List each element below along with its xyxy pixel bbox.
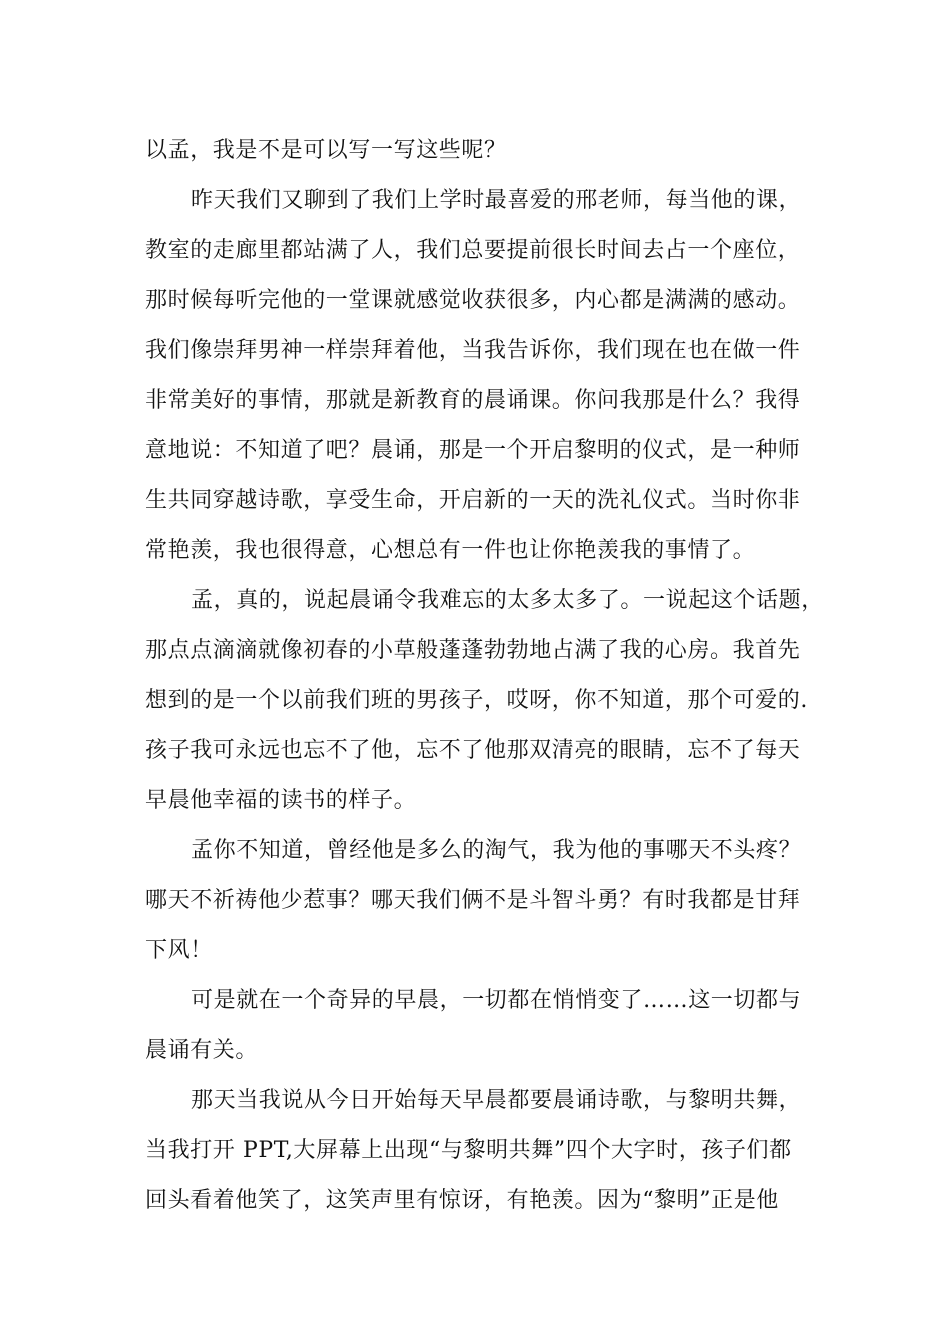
text-line: 那时候每听完他的一堂课就感觉收获很多，内心都是满满的感动。 <box>145 288 801 313</box>
paragraph-first-line: 孟，真的，说起晨诵令我难忘的太多太多了。一说起这个话题， <box>191 588 824 613</box>
text-line: 教室的走廊里都站满了人，我们总要提前很长时间去占一个座位， <box>145 238 801 263</box>
text-line: 意地说：不知道了吧？晨诵，那是一个开启黎明的仪式，是一种师 <box>145 438 801 463</box>
text-line: 孩子我可永远也忘不了他，忘不了他那双清亮的眼睛，忘不了每天 <box>145 738 801 763</box>
paragraph-first-line: 昨天我们又聊到了我们上学时最喜爱的邢老师，每当他的课， <box>191 188 802 213</box>
text-line: 哪天不祈祷他少惹事？哪天我们俩不是斗智斗勇？有时我都是甘拜 <box>145 888 801 913</box>
text-line: 回头看着他笑了，这笑声里有惊讶，有艳羡。因为“黎明”正是他 <box>145 1188 779 1213</box>
text-line: 我们像崇拜男神一样崇拜着他，当我告诉你，我们现在也在做一件 <box>145 338 801 363</box>
text-line: 生共同穿越诗歌，享受生命，开启新的一天的洗礼仪式。当时你非 <box>145 488 801 513</box>
text-line: 晨诵有关。 <box>145 1038 259 1063</box>
text-line: 想到的是一个以前我们班的男孩子，哎呀，你不知道，那个可爱的. <box>145 688 808 713</box>
text-line: 非常美好的事情，那就是新教育的晨诵课。你问我那是什么？我得 <box>145 388 801 413</box>
paragraph-first-line: 可是就在一个奇异的早晨，一切都在悄悄变了……这一切都与 <box>191 988 802 1013</box>
text-line: 那点点滴滴就像初春的小草般蓬蓬勃勃地占满了我的心房。我首先 <box>145 638 801 663</box>
text-line: 常艳羡，我也很得意，心想总有一件也让你艳羡我的事情了。 <box>145 538 756 563</box>
text-line: 当我打开 PPT,大屏幕上出现“与黎明共舞”四个大字时，孩子们都 <box>145 1138 792 1163</box>
paragraph-first-line: 孟你不知道，曾经他是多么的淘气，我为他的事哪天不头疼？ <box>191 838 802 863</box>
text-line: 早晨他幸福的读书的样子。 <box>145 788 417 813</box>
paragraph-first-line: 那天当我说从今日开始每天早晨都要晨诵诗歌，与黎明共舞， <box>191 1088 802 1113</box>
text-line: 下风！ <box>145 938 213 963</box>
text-line: 以孟，我是不是可以写一写这些呢？ <box>145 138 507 163</box>
